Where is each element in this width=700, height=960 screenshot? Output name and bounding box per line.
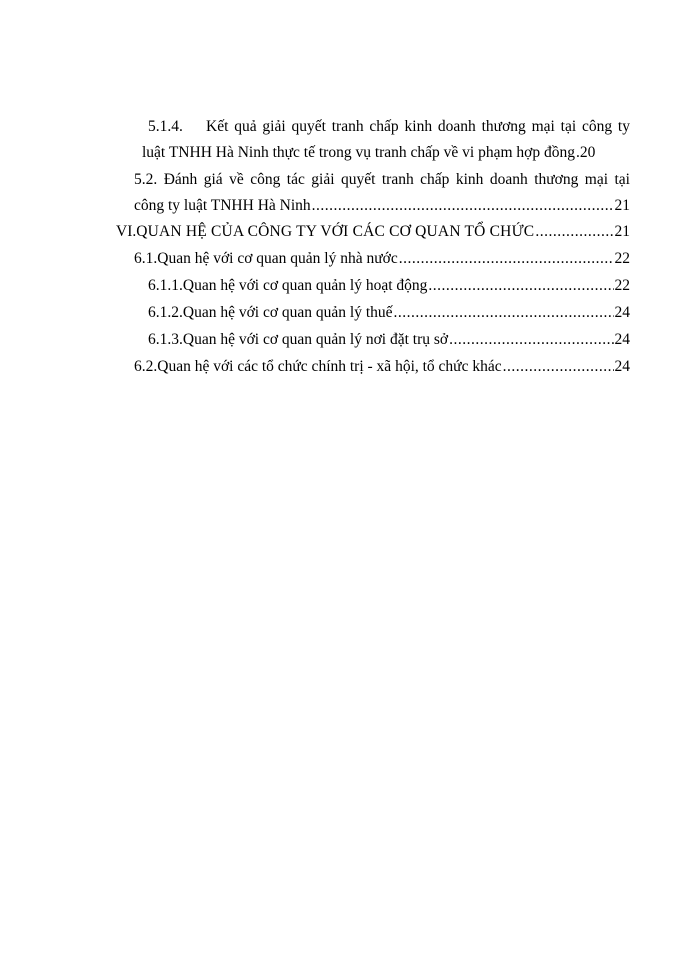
toc-page-number: 22 <box>614 250 630 267</box>
toc-entry-number: VI. <box>116 223 137 240</box>
toc-entry-number: 6.1. <box>134 250 158 267</box>
toc-entry-title: 5.2. Đánh giá về công tác giải quyết tranh chấp kinh doanh thương mại tại <box>134 171 630 188</box>
toc-entry-6-1-3 <box>148 330 630 350</box>
toc-page-number: 22 <box>614 277 630 294</box>
toc-dot-leader <box>535 222 613 242</box>
toc-dot-leader: . <box>576 144 580 161</box>
toc-entry-title: QUAN HỆ CỦA CÔNG TY VỚI CÁC CƠ QUAN TỔ CHỨC <box>136 223 535 240</box>
toc-entry-number: 6.1.3. <box>148 331 183 348</box>
toc-entry-title: Quan hệ với cơ quan quản lý hoạt động <box>182 277 428 294</box>
toc-page-number: 24 <box>614 304 630 321</box>
toc-entry-number: 6.2. <box>134 358 158 375</box>
toc-entry-title: Kết quả giải quyết tranh chấp kinh doanh thương mại tại công ty <box>206 118 630 135</box>
toc-dot-leader <box>312 196 614 216</box>
toc-entry-5-2-line1 <box>134 170 630 190</box>
toc-entry-number: 5.1.4. <box>148 118 183 135</box>
toc-dot-leader <box>503 357 614 377</box>
toc-entry-6 <box>116 222 630 242</box>
toc-entry-5-1-4-line1 <box>148 117 630 137</box>
toc-entry-number: 6.1.2. <box>148 304 183 321</box>
toc-page-number: 21 <box>614 223 630 240</box>
toc-entry-title: Quan hệ với cơ quan quản lý nhà nước <box>157 250 398 267</box>
toc-dot-leader <box>428 276 613 296</box>
toc-entry-title-continued: luật TNHH Hà Ninh thực tế trong vụ tranh chấp về vi phạm hợp đồng <box>142 144 576 161</box>
toc-entry-6-1-2 <box>148 303 630 323</box>
toc-entry-6-2 <box>134 357 630 377</box>
toc-entry-6-1 <box>134 249 630 269</box>
toc-entry-5-2-line2 <box>134 196 630 216</box>
toc-entry-title: Quan hệ với các tổ chức chính trị - xã hội, tổ chức khác <box>157 358 502 375</box>
toc-entry-5-1-4-line2 <box>142 143 630 163</box>
toc-dot-leader <box>394 303 614 323</box>
toc-page-number: 20 <box>579 144 596 161</box>
toc-page-number: 24 <box>614 331 630 348</box>
toc-dot-leader <box>449 330 613 350</box>
toc-entry-title-continued: công ty luật TNHH Hà Ninh <box>134 197 311 214</box>
toc-entry-number: 6.1.1. <box>148 277 183 294</box>
toc-entry-6-1-1 <box>148 276 630 296</box>
toc-entry-title: Quan hệ với cơ quan quản lý thuế <box>182 304 393 321</box>
toc-page-number: 24 <box>614 358 630 375</box>
toc-page-number: 21 <box>614 197 630 214</box>
toc-dot-leader <box>399 249 614 269</box>
toc-entry-title: Quan hệ với cơ quan quản lý nơi đặt trụ sở <box>182 331 449 348</box>
